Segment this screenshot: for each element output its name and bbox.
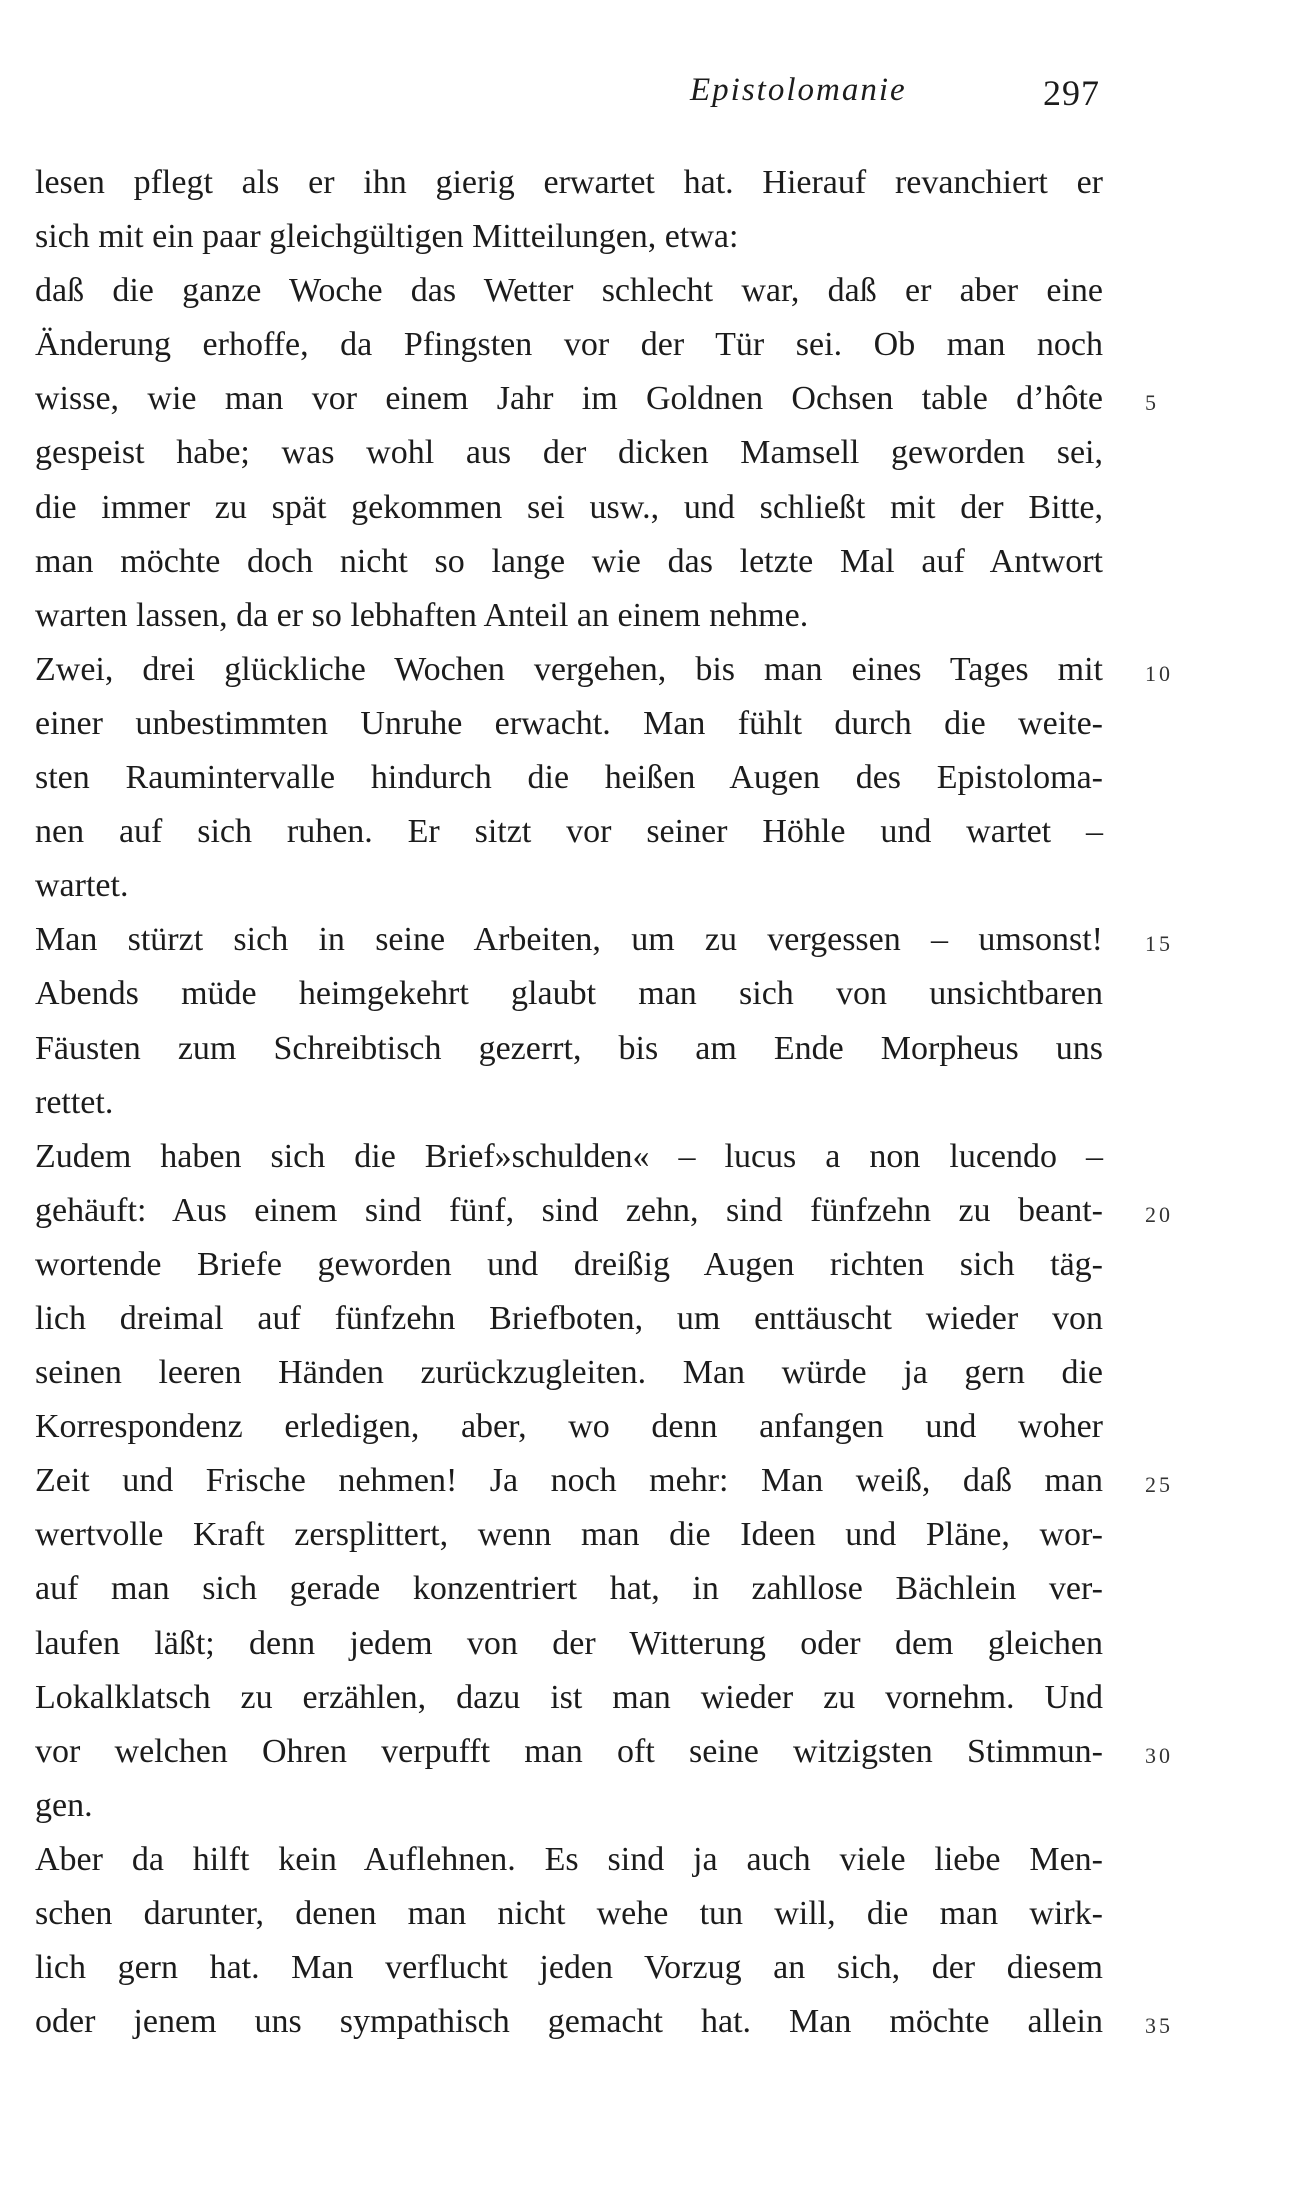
text-line bbox=[35, 859, 1103, 913]
line-number: 25 bbox=[1145, 1472, 1173, 1498]
text-line bbox=[35, 1292, 1103, 1346]
text-line bbox=[35, 1238, 1103, 1292]
line-text: Lokalklatsch zu erzählen, dazu ist man wieder zu vornehm. Und bbox=[35, 1678, 1103, 1716]
line-text: wartet. bbox=[35, 867, 129, 905]
page-number: 297 bbox=[1043, 73, 1100, 113]
line-text: sten Raumintervalle hindurch die heißen Augen des Epistoloma- bbox=[35, 759, 1103, 797]
text-line bbox=[35, 535, 1103, 589]
line-text: lesen pflegt als er ihn gierig erwartet hat. Hierauf revanchiert er bbox=[35, 164, 1103, 201]
text-line bbox=[35, 318, 1103, 372]
line-number: 10 bbox=[1145, 660, 1173, 686]
line-text: die immer zu spät gekommen sei usw., und schließt mit der Bitte, bbox=[35, 488, 1103, 526]
text-line bbox=[35, 1941, 1103, 1995]
line-text: laufen läßt; denn jedem von der Witterung oder dem gleichen bbox=[35, 1624, 1103, 1662]
text-line bbox=[35, 1617, 1103, 1671]
text-line bbox=[35, 156, 1103, 210]
text-line bbox=[35, 1995, 1173, 2049]
text-line bbox=[35, 264, 1103, 318]
text-line bbox=[35, 1346, 1103, 1400]
line-text: seinen leeren Händen zurückzugleiten. Man würde ja gern die bbox=[35, 1354, 1103, 1392]
line-text: schen darunter, denen man nicht wehe tun will, die man wirk- bbox=[35, 1895, 1103, 1932]
text-line bbox=[35, 1400, 1103, 1454]
line-text: wortende Briefe geworden und dreißig Augen richten sich täg- bbox=[35, 1245, 1103, 1283]
line-number: 20 bbox=[1145, 1201, 1173, 1227]
line-text: lich gern hat. Man verflucht jeden Vorzug an sich, der diesem bbox=[35, 1949, 1103, 1987]
text-line bbox=[35, 697, 1103, 751]
text-line bbox=[35, 967, 1103, 1021]
text-line bbox=[35, 913, 1173, 967]
text-line bbox=[35, 1130, 1103, 1184]
text-line bbox=[35, 1022, 1103, 1076]
line-text: einer unbestimmten Unruhe erwacht. Man fühlt durch die weite- bbox=[35, 704, 1103, 742]
line-text: nen auf sich ruhen. Er sitzt vor seiner Höhle und wartet – bbox=[35, 813, 1103, 851]
text-line bbox=[35, 1671, 1103, 1725]
line-text: sich mit ein paar gleichgültigen Mitteilungen, etwa: bbox=[35, 218, 739, 256]
running-title: Epistolomanie bbox=[690, 72, 907, 108]
text-line bbox=[35, 1454, 1173, 1508]
line-text: wisse, wie man vor einem Jahr im Goldnen Ochsen table d’hôte bbox=[35, 380, 1103, 418]
text-line bbox=[35, 805, 1103, 859]
line-text: Fäusten zum Schreibtisch gezerrt, bis am Ende Morpheus uns bbox=[35, 1029, 1103, 1067]
text-line bbox=[35, 426, 1103, 480]
line-text: oder jenem uns sympathisch gemacht hat. Man möchte allein bbox=[35, 2003, 1103, 2041]
text-line bbox=[35, 1184, 1173, 1238]
text-line bbox=[35, 1725, 1173, 1779]
line-text: warten lassen, da er so lebhaften Anteil an einem nehme. bbox=[35, 596, 809, 634]
text-line bbox=[35, 1833, 1103, 1887]
line-text: Man stürzt sich in seine Arbeiten, um zu vergessen – umsonst! bbox=[35, 921, 1103, 959]
line-text: man möchte doch nicht so lange wie das letzte Mal auf Antwort bbox=[35, 542, 1103, 580]
line-text: lich dreimal auf fünfzehn Briefboten, um enttäuscht wieder von bbox=[35, 1299, 1103, 1337]
line-text: gehäuft: Aus einem sind fünf, sind zehn, sind fünfzehn zu beant- bbox=[35, 1191, 1103, 1229]
line-text: Abends müde heimgekehrt glaubt man sich von unsichtbaren bbox=[35, 975, 1103, 1013]
text-line bbox=[35, 751, 1103, 805]
text-line bbox=[35, 643, 1173, 697]
line-text: Zeit und Frische nehmen! Ja noch mehr: Man weiß, daß man bbox=[35, 1462, 1103, 1500]
line-number: 5 bbox=[1145, 390, 1159, 416]
line-text: Aber da hilft kein Auflehnen. Es sind ja auch viele liebe Men- bbox=[35, 1840, 1103, 1878]
line-text: daß die ganze Woche das Wetter schlecht war, daß er aber eine bbox=[35, 272, 1103, 310]
line-number: 15 bbox=[1145, 931, 1173, 957]
line-text: wertvolle Kraft zersplittert, wenn man die Ideen und Pläne, wor- bbox=[35, 1516, 1103, 1554]
line-number: 30 bbox=[1145, 1742, 1173, 1768]
running-header bbox=[0, 72, 1294, 122]
line-text: Änderung erhoffe, da Pfingsten vor der Tür sei. Ob man noch bbox=[35, 326, 1103, 364]
text-line bbox=[35, 481, 1103, 535]
line-text: auf man sich gerade konzentriert hat, in zahllose Bächlein ver- bbox=[35, 1570, 1103, 1608]
line-text: rettet. bbox=[35, 1083, 114, 1121]
line-text: Zudem haben sich die Brief»schulden« – lucus a non lucendo – bbox=[35, 1137, 1103, 1175]
text-line bbox=[35, 1076, 1103, 1130]
body-text bbox=[35, 156, 1173, 2049]
line-text: gespeist habe; was wohl aus der dicken Mamsell geworden sei, bbox=[35, 434, 1103, 472]
text-line bbox=[35, 1508, 1103, 1562]
text-line bbox=[35, 210, 1103, 264]
text-line bbox=[35, 589, 1103, 643]
line-text: gen. bbox=[35, 1786, 93, 1824]
text-line bbox=[35, 1779, 1103, 1833]
line-text: Zwei, drei glückliche Wochen vergehen, bis man eines Tages mit bbox=[35, 650, 1103, 688]
text-line bbox=[35, 1562, 1103, 1616]
line-number: 35 bbox=[1145, 2013, 1173, 2039]
line-text: vor welchen Ohren verpufft man oft seine witzigsten Stimmun- bbox=[35, 1732, 1103, 1770]
text-line bbox=[35, 1887, 1103, 1941]
line-text: Korrespondenz erledigen, aber, wo denn anfangen und woher bbox=[35, 1408, 1103, 1446]
text-line bbox=[35, 372, 1159, 426]
